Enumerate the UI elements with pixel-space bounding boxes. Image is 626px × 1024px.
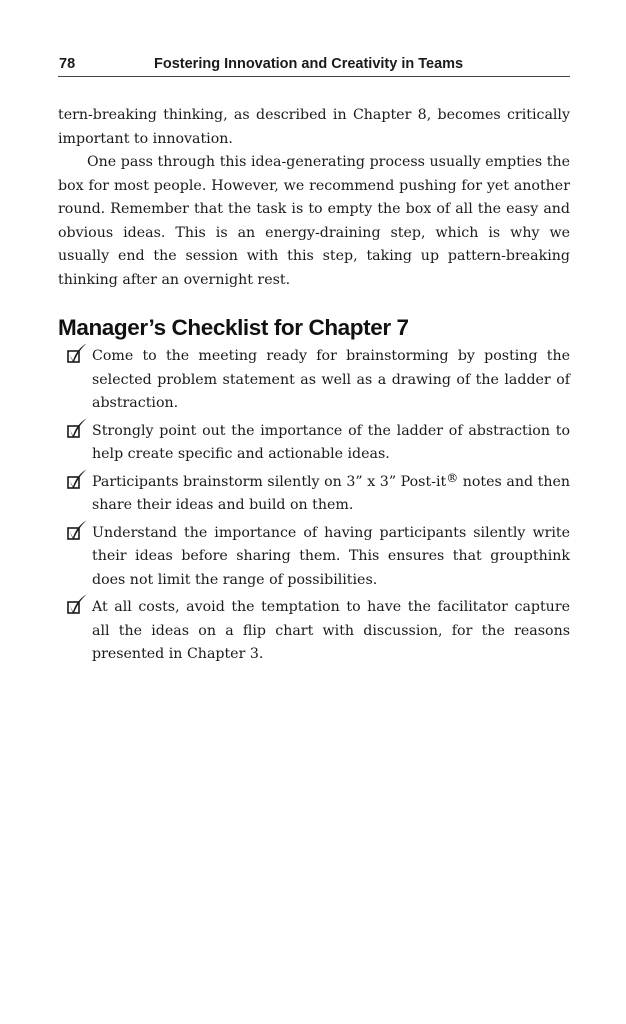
book-title: Fostering Innovation and Creativity in Teams: [154, 56, 464, 72]
item-text-before: Participants brainstorm silently on 3” x 3” Post-it: [92, 473, 447, 490]
body-paragraph-1: tern-breaking thinking, as described in Chapter 8, becomes critically important to innovation.: [58, 107, 570, 147]
item-text-after: notes and then share their ideas and build on them.: [92, 473, 571, 513]
page-number: 78: [59, 56, 76, 72]
checkbox-checkmark-icon: [67, 417, 88, 441]
checkbox-checkmark-icon: [67, 593, 88, 617]
book-page: [58, 52, 570, 671]
checkbox-checkmark-icon: [67, 519, 88, 543]
checklist-item-1: [58, 345, 570, 416]
checklist-item-text: [92, 471, 570, 518]
section-heading: Manager’s Checklist for Chapter 7: [58, 315, 409, 340]
checklist-item-text: Understand the importance of having participants silently write their ideas before sharing them. This ensures that groupthink does not limit the range of possibilities.: [92, 524, 570, 588]
checkbox-checkmark-icon: [67, 342, 88, 366]
checkbox-checkmark-icon: [67, 468, 88, 492]
checklist-item-text: Come to the meeting ready for brainstorming by posting the selected problem statement as well as a drawing of the ladder of abstraction.: [92, 348, 570, 411]
registered-mark: ®: [446, 470, 459, 485]
checklist-item-text: Strongly point out the importance of the ladder of abstraction to help create specific and actionable ideas.: [92, 422, 570, 462]
checklist-item-text: At all costs, avoid the temptation to have the facilitator capture all the ideas on a flip chart with discussion, for the reasons presented in Chapter 3.: [92, 599, 570, 662]
running-header: [58, 52, 570, 77]
checklist-item-3: [58, 471, 570, 518]
checklist: [58, 345, 570, 667]
checklist-item-2: [58, 420, 570, 467]
checklist-item-4: [58, 522, 570, 593]
checklist-item-5: [58, 596, 570, 667]
body-paragraph-2: One pass through this idea-generating process usually empties the box for most people. However, we recommend pushing for yet another round. Remember that the task is to empty the box of all the easy and obvious ideas. This is an energy-draining step, which is why we usually end the session with this step, taking up pattern-breaking thinking after an overnight rest.: [58, 154, 570, 288]
